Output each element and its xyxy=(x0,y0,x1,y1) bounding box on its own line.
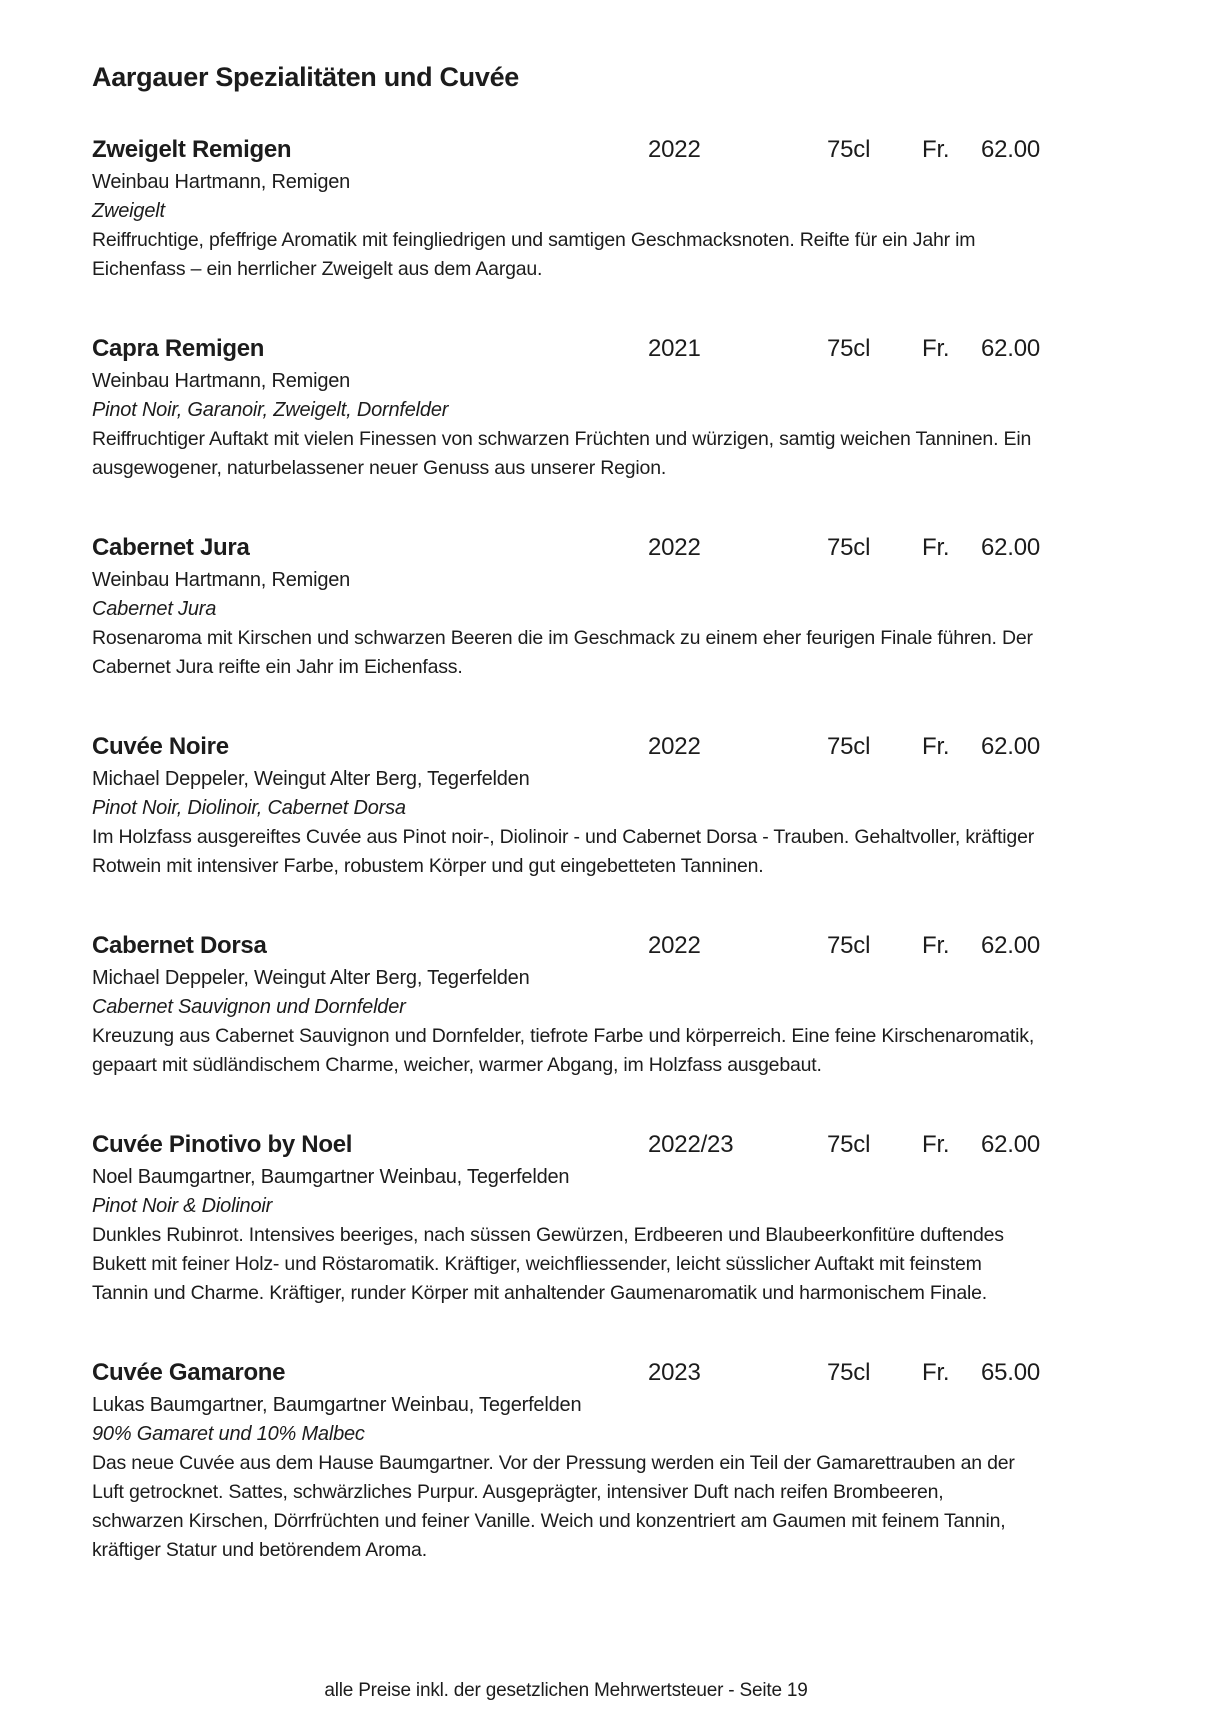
wine-grape-varieties: Pinot Noir, Garanoir, Zweigelt, Dornfelder xyxy=(92,399,449,421)
wine-price: 65.00 xyxy=(980,1359,1040,1386)
wine-vintage-year: 2022 xyxy=(648,733,701,760)
wine-bottle-volume: 75cl xyxy=(827,335,871,362)
wine-vintage-year: 2021 xyxy=(648,335,701,362)
wine-list xyxy=(92,135,1040,1565)
wine-price-group xyxy=(922,1130,1040,1160)
wine-price: 62.00 xyxy=(980,932,1040,959)
wine-name: Capra Remigen xyxy=(92,335,265,362)
wine-name: Cabernet Dorsa xyxy=(92,932,267,959)
wine-price-group xyxy=(922,533,1040,563)
wine-entry-header xyxy=(92,135,1040,165)
wine-description: Reiffruchtiger Auftakt mit vielen Finessen von schwarzen Früchten und würzigen, samtig weichen Tanninen. Ein ausgewogener, naturbelassener neuer Genuss aus unserer Region. xyxy=(92,428,1032,479)
wine-currency: Fr. xyxy=(922,733,950,760)
wine-price-group xyxy=(922,135,1040,165)
wine-currency: Fr. xyxy=(922,136,950,163)
wine-price: 62.00 xyxy=(980,335,1040,362)
wine-entry-header xyxy=(92,1130,1040,1160)
wine-price: 62.00 xyxy=(980,136,1040,163)
wine-name: Cuvée Gamarone xyxy=(92,1359,286,1386)
wine-entry xyxy=(92,334,1040,483)
wine-price: 62.00 xyxy=(980,1131,1040,1158)
wine-name: Zweigelt Remigen xyxy=(92,136,292,163)
wine-price-group xyxy=(922,1358,1040,1388)
wine-bottle-volume: 75cl xyxy=(827,1131,871,1158)
wine-entry xyxy=(92,931,1040,1080)
wine-entry-header xyxy=(92,533,1040,563)
wine-entry xyxy=(92,1130,1040,1308)
wine-entry-header xyxy=(92,1358,1040,1388)
wine-producer: Weinbau Hartmann, Remigen xyxy=(92,171,351,193)
wine-currency: Fr. xyxy=(922,534,950,561)
wine-entry-header xyxy=(92,732,1040,762)
wine-bottle-volume: 75cl xyxy=(827,534,871,561)
wine-description: Im Holzfass ausgereiftes Cuvée aus Pinot noir-, Diolinoir - und Cabernet Dorsa - Trauben. Gehaltvoller, kräftiger Rotwein mit intensiver Farbe, robustem Körper und gut eingebetteten Tanninen. xyxy=(92,826,1035,877)
wine-currency: Fr. xyxy=(922,335,950,362)
wine-vintage-year: 2022 xyxy=(648,136,701,163)
wine-name: Cabernet Jura xyxy=(92,534,250,561)
wine-vintage-year: 2022 xyxy=(648,932,701,959)
wine-price: 62.00 xyxy=(980,534,1040,561)
wine-description: Reiffruchtige, pfeffrige Aromatik mit feingliedrigen und samtigen Geschmacksnoten. Reifte für ein Jahr im Eichenfass – ein herrlicher Zweigelt aus dem Aargau. xyxy=(92,229,976,280)
wine-vintage-year: 2022/23 xyxy=(648,1131,734,1158)
wine-bottle-volume: 75cl xyxy=(827,1359,871,1386)
wine-name: Cuvée Pinotivo by Noel xyxy=(92,1131,353,1158)
wine-entry xyxy=(92,1358,1040,1565)
wine-price-group xyxy=(922,931,1040,961)
wine-grape-varieties: Zweigelt xyxy=(92,200,165,222)
wine-bottle-volume: 75cl xyxy=(827,733,871,760)
wine-description: Kreuzung aus Cabernet Sauvignon und Dornfelder, tiefrote Farbe und körperreich. Eine feine Kirschenaromatik, gepaart mit südländischem Charme, weicher, warmer Abgang, im Holzfass ausgebaut. xyxy=(92,1025,1035,1076)
wine-currency: Fr. xyxy=(922,1359,950,1386)
wine-grape-varieties: Pinot Noir, Diolinoir, Cabernet Dorsa xyxy=(92,797,406,819)
wine-entry-header xyxy=(92,334,1040,364)
wine-currency: Fr. xyxy=(922,932,950,959)
wine-description: Rosenaroma mit Kirschen und schwarzen Beeren die im Geschmack zu einem eher feurigen Finale führen. Der Cabernet Jura reifte ein Jahr im Eichenfass. xyxy=(92,627,1033,678)
wine-bottle-volume: 75cl xyxy=(827,932,871,959)
wine-entry xyxy=(92,732,1040,881)
wine-producer: Noel Baumgartner, Baumgartner Weinbau, Tegerfelden xyxy=(92,1166,570,1188)
wine-grape-varieties: 90% Gamaret und 10% Malbec xyxy=(92,1423,365,1445)
wine-currency: Fr. xyxy=(922,1131,950,1158)
wine-grape-varieties: Cabernet Jura xyxy=(92,598,217,620)
wine-price-group xyxy=(922,732,1040,762)
wine-producer: Michael Deppeler, Weingut Alter Berg, Tegerfelden xyxy=(92,768,530,790)
wine-description: Das neue Cuvée aus dem Hause Baumgartner. Vor der Pressung werden ein Teil der Gamarettrauben an der Luft getrocknet. Sattes, schwärzliches Purpur. Ausgeprägter, intensiver Duft nach reifen Brombeeren, schwarzen Kirschen, Dörrfrüchten und feiner Vanille. Weich und konzentriert am Gaumen mit feinem Tannin, kräftiger Statur und betörendem Aroma. xyxy=(92,1452,1015,1561)
wine-entry-header xyxy=(92,931,1040,961)
wine-producer: Lukas Baumgartner, Baumgartner Weinbau, Tegerfelden xyxy=(92,1394,582,1416)
page-title: Aargauer Spezialitäten und Cuvée xyxy=(92,62,520,92)
wine-entry xyxy=(92,533,1040,682)
wine-producer: Weinbau Hartmann, Remigen xyxy=(92,569,351,591)
wine-price-group xyxy=(922,334,1040,364)
wine-producer: Weinbau Hartmann, Remigen xyxy=(92,370,351,392)
page-footer: alle Preise inkl. der gesetzlichen Mehrwertsteuer - Seite 19 xyxy=(324,1680,808,1701)
wine-grape-varieties: Cabernet Sauvignon und Dornfelder xyxy=(92,996,406,1018)
wine-vintage-year: 2022 xyxy=(648,534,701,561)
wine-entry xyxy=(92,135,1040,284)
wine-description: Dunkles Rubinrot. Intensives beeriges, nach süssen Gewürzen, Erdbeeren und Blaubeerkonfitüre duftendes Bukett mit feiner Holz- und Röstaromatik. Kräftiger, weichfliessender, leicht süsslicher Auftakt mit feinstem Tannin und Charme. Kräftiger, runder Körper mit anhaltender Gaumenaromatik und harmonischem Finale. xyxy=(92,1224,1004,1304)
wine-producer: Michael Deppeler, Weingut Alter Berg, Tegerfelden xyxy=(92,967,530,989)
wine-name: Cuvée Noire xyxy=(92,733,229,760)
wine-price: 62.00 xyxy=(980,733,1040,760)
wine-bottle-volume: 75cl xyxy=(827,136,871,163)
wine-vintage-year: 2023 xyxy=(648,1359,701,1386)
wine-grape-varieties: Pinot Noir & Diolinoir xyxy=(92,1195,273,1217)
